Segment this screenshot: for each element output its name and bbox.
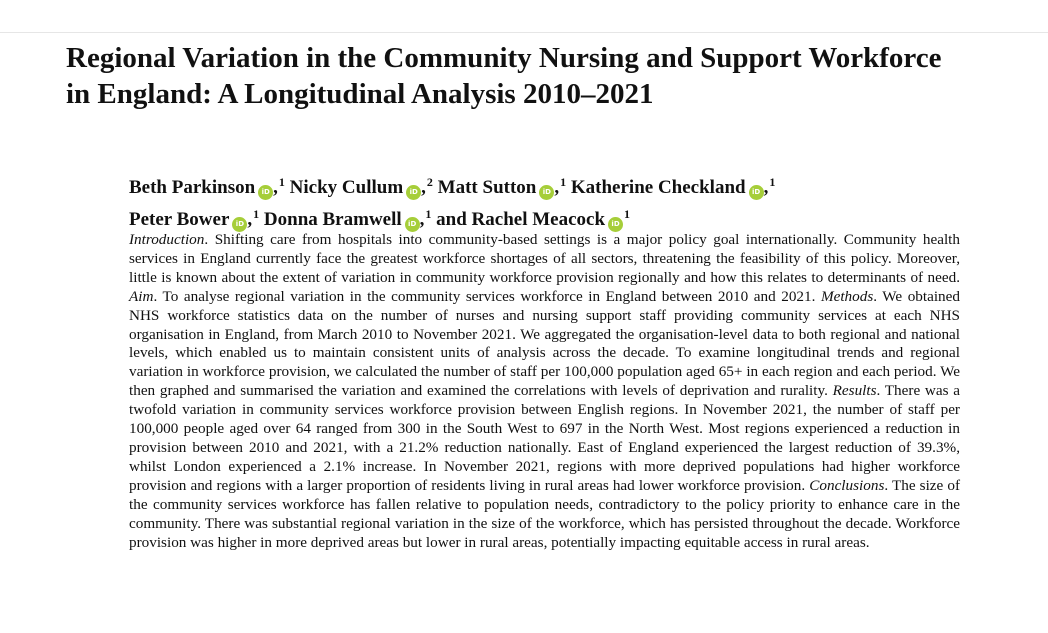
- orcid-icon[interactable]: iD: [749, 185, 764, 200]
- paper-title: Regional Variation in the Community Nursing and Support Workforce in England: A Longitudinal Analysis 2010–2021: [66, 42, 942, 110]
- abstract-intro-label: Introduction: [129, 231, 205, 248]
- author: Nicky Cullum iD ,$^2$: [289, 175, 433, 198]
- author: Beth Parkinson iD ,$^1$: [129, 175, 285, 198]
- orcid-icon[interactable]: iD: [232, 217, 247, 232]
- abstract-results-text: . There was a twofold variation in community services workforce provision between English regions. In November 2021, the number of staff per 100,000 people aged over 64 ranged from 300 in the South West to 697 in the North West. Most regions experienced a reduction in provision between 2010 and 2021, with a 21.2% reduction nationally. East of England experienced the largest reduction of 39.3%, whilst London experienced a 2.1% increase. In November 2021, regions with more deprived populations had higher workforce provision and regions with a larger proportion of residents living in rural areas had lower workforce provision.: [129, 382, 961, 494]
- orcid-icon[interactable]: iD: [258, 185, 273, 200]
- abstract-intro-text: . Shifting care from hospitals into community-based settings is a major policy goal internationally. Community health services in England currently face the greatest workforce shortages of all sectors, threatening the feasibility of this policy. Moreover, little is known about the extent of variation in community workforce provision regionally and how this relates to determinants of need.: [129, 231, 960, 286]
- author-name: Donna Bramwell: [263, 209, 402, 230]
- author-name: Nicky Cullum: [289, 177, 404, 198]
- abstract: [129, 231, 960, 552]
- affiliation-marker: 1: [278, 175, 285, 189]
- affiliation-marker: 2: [426, 175, 433, 189]
- abstract-aim-text: . To analyse regional variation in the community services workforce in England between 2010 and 2021.: [153, 287, 816, 305]
- affiliation-marker: 1: [425, 207, 432, 221]
- top-divider: [0, 32, 1048, 33]
- affiliation-marker: 1: [253, 207, 260, 221]
- abstract-methods-label: Methods: [820, 287, 874, 305]
- author: Matt Sutton iD ,$^1$: [437, 175, 567, 198]
- author-list: [129, 169, 969, 233]
- author: Donna Bramwell iD ,$^1$: [263, 207, 432, 230]
- abstract-results-label: Results: [832, 382, 877, 400]
- author: [436, 209, 630, 230]
- author: Peter Bower iD ,$^1$: [129, 207, 260, 230]
- abstract-aim-label: Aim: [129, 287, 154, 305]
- orcid-icon[interactable]: iD: [405, 217, 420, 232]
- author-name: Beth Parkinson: [129, 177, 256, 198]
- author-name: Matt Sutton: [437, 177, 537, 198]
- orcid-icon[interactable]: iD: [406, 185, 421, 200]
- author-name: Peter Bower: [129, 209, 230, 230]
- abstract-conclusions-text: . The size of the community services workforce has fallen relative to population needs, contradictory to the policy priority to enhance care in the community. There was substantial regional variation in the size of the workforce, which has persisted throughout the decade. Workforce provision was higher in more deprived areas but lower in rural areas, potentially impacting equitable access in rural areas.: [129, 476, 961, 551]
- author-name: Katherine Checkland: [570, 177, 746, 198]
- orcid-icon[interactable]: iD: [539, 185, 554, 200]
- orcid-icon[interactable]: iD: [608, 217, 623, 232]
- author: Katherine Checkland iD ,$^1$: [570, 175, 776, 198]
- affiliation-marker: 1: [769, 175, 776, 189]
- affiliation-marker: 1: [560, 175, 567, 189]
- abstract-conclusions-label: Conclusions: [809, 476, 885, 494]
- abstract-methods-text: . We obtained NHS workforce statistics data on the number of nurses and nursing support staff providing community services at each NHS organisation in England, from March 2010 to November 2021. We aggregated the organisation-level data to both regional and national levels, which enabled us to maintain consistent units of analysis across the decade. To examine longitudinal trends and regional variation in workforce provision, we calculated the number of staff per 100,000 population aged 65+ in each region and each period. We then graphed and summarised the variation and examined the correlations with levels of deprivation and rurality.: [129, 287, 960, 400]
- author-name: and Rachel Meacock: [436, 209, 606, 230]
- affiliation-marker: 1: [624, 207, 631, 221]
